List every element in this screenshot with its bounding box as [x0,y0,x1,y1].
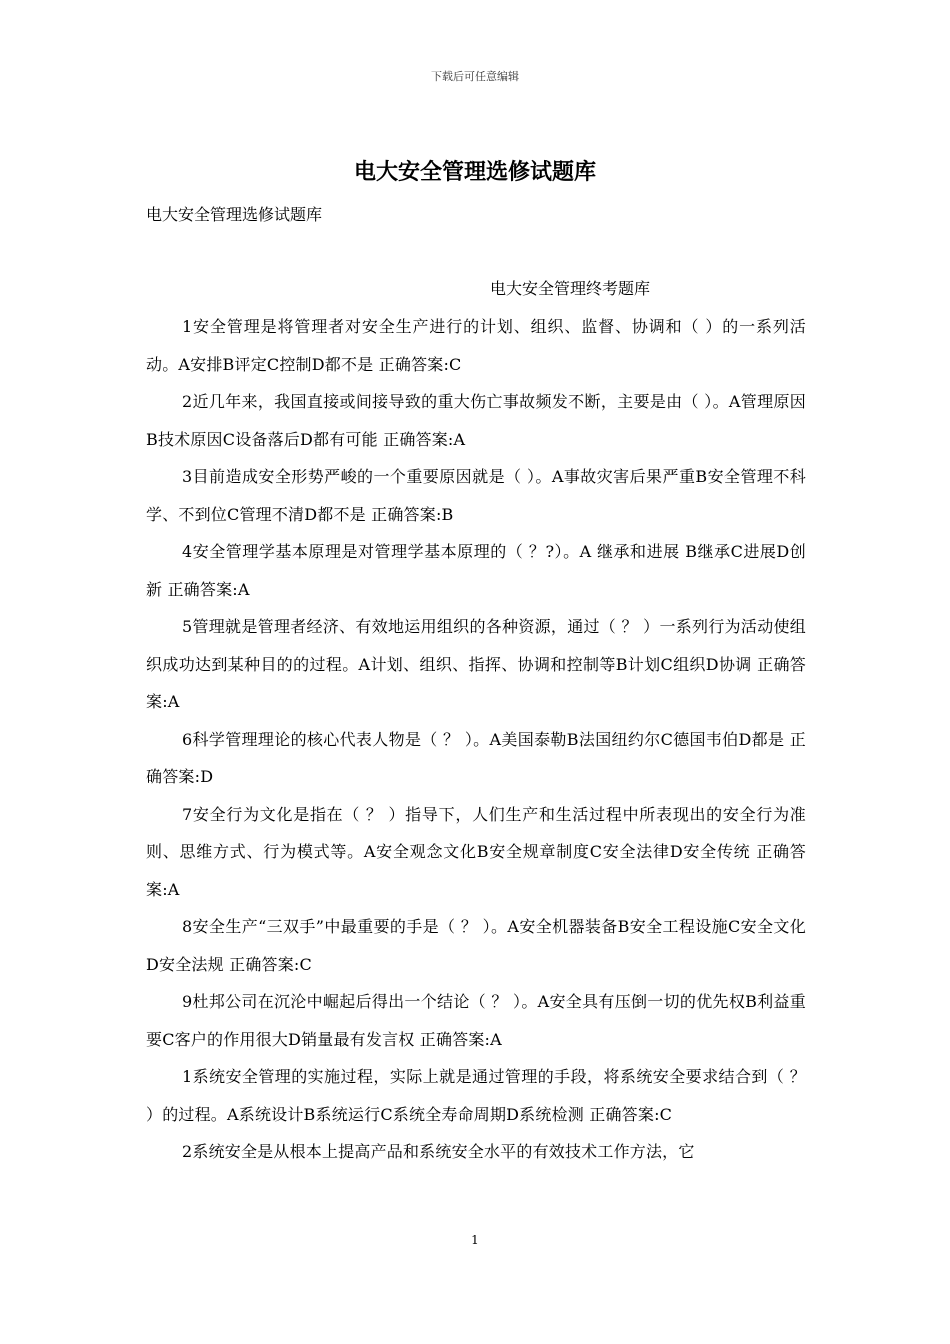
question-paragraph: 6科学管理理论的核心代表人物是（ ？ ）。A美国泰勒B法国纽约尔C德国韦伯D都是 正确答案:D [146,729,806,786]
exam-title: 电大安全管理终考题库 [490,279,651,298]
question-paragraph: 3目前造成安全形势严峻的一个重要原因就是（ ）。A事故灾害后果严重B安全管理不科学、不到位C管理不清D都不是 正确答案:B [146,467,806,524]
question-paragraph: 2系统安全是从根本上提高产品和系统安全水平的有效技术工作方法，它 [182,1142,695,1161]
question-paragraph: 7安全行为文化是指在（ ？ ）指导下，人们生产和生活过程中所表现出的安全行为准则、思维方式、行为模式等。A安全观念文化B安全规章制度C安全法律D安全传统 正确答案:A [146,804,806,899]
header-note: 下载后可任意编辑 [431,70,519,83]
question-paragraph: 4安全管理学基本原理是对管理学基本原理的（ ？?）。A 继承和进展 B继承C进展D创新 正确答案:A [146,542,806,599]
document-title: 电大安全管理选修试题库 [353,160,596,185]
question-paragraph: 2近几年来，我国直接或间接导致的重大伤亡事故频发不断，主要是由（ ）。A管理原因B技术原因C设备落后D都有可能 正确答案:A [146,392,806,449]
question-paragraph: 5管理就是管理者经济、有效地运用组织的各种资源，通过（ ？ ）一系列行为活动使组织成功达到某种目的的过程。A计划、组织、指挥、协调和控制等B计划C组织D协调 正确答案:A [146,617,806,711]
question-paragraph: 1系统安全管理的实施过程，实际上就是通过管理的手段，将系统安全要求结合到（ ？ ）的过程。A系统设计B系统运行C系统全寿命周期D系统检测 正确答案:C [146,1067,806,1124]
question-paragraph: 8安全生产“三双手”中最重要的手是（ ？ ）。A安全机器装备B安全工程设施C安全文化D安全法规 正确答案:C [146,917,806,974]
question-list [146,308,806,1171]
question-paragraph: 9杜邦公司在沉沦中崛起后得出一个结论（ ？ ）。A安全具有压倒一切的优先权B利益重要C客户的作用很大D销量最有发言权 正确答案:A [146,992,806,1049]
document-subtitle: 电大安全管理选修试题库 [146,205,323,224]
question-paragraph: 1安全管理是将管理者对安全生产进行的计划、组织、监督、协调和（ ）的一系列活动。A安排B评定C控制D都不是 正确答案:C [146,317,806,374]
page-number: 1 [471,1233,479,1247]
